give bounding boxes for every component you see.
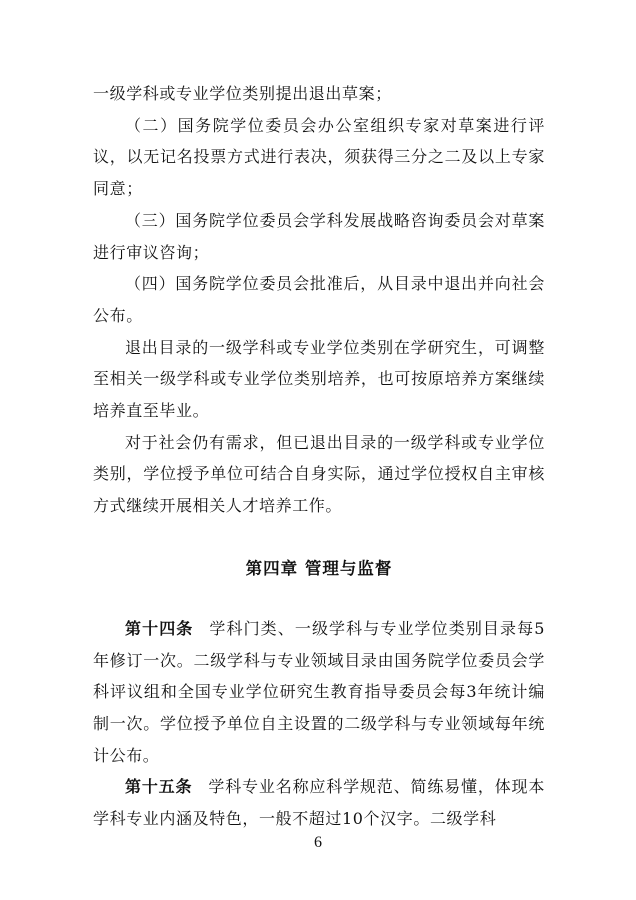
paragraph: 对于社会仍有需求，但已退出目录的一级学科或专业学位类别，学位授予单位可结合自身实际，通过学位授权自主审核方式继续开展相关人才培养工作。 <box>93 432 545 516</box>
article-text: 学科专业名称应科学规范、简练易懂，体现本学科专业内涵及特色，一般不超过10个汉字。二级学科 <box>93 777 545 829</box>
paragraph: （二）国务院学位委员会办公室组织专家对草案进行评议，以无记名投票方式进行表决，须获得三分之二及以上专家同意； <box>93 115 545 199</box>
article-paragraph <box>93 771 545 834</box>
article-label: 第十五条 <box>125 777 193 797</box>
chapter-heading: 第四章 管理与监督 <box>245 558 393 578</box>
paragraph: （三）国务院学位委员会学科发展战略咨询委员会对草案进行审议咨询； <box>93 210 545 262</box>
article-paragraph <box>93 613 545 772</box>
page-number: 6 <box>314 834 322 851</box>
page-body <box>93 78 545 835</box>
paragraph: （四）国务院学位委员会批准后，从目录中退出并向社会公布。 <box>93 274 545 325</box>
paragraph: 退出目录的一级学科或专业学位类别在学研究生，可调整至相关一级学科或专业学位类别培养，也可按原培养方案继续培养直至毕业。 <box>93 337 545 421</box>
article-text: 学科门类、一级学科与专业学位类别目录每5年修订一次。二级学科与专业领域目录由国务院学位委员会学科评议组和全国专业学位研究生教育指导委员会每3年统计编制一次。学位授予单位自主设置的二级学科与专业领域每年统计公布。 <box>93 618 545 765</box>
article-label: 第十四条 <box>125 618 194 638</box>
paragraph: 一级学科或专业学位类别提出退出草案； <box>93 84 392 103</box>
